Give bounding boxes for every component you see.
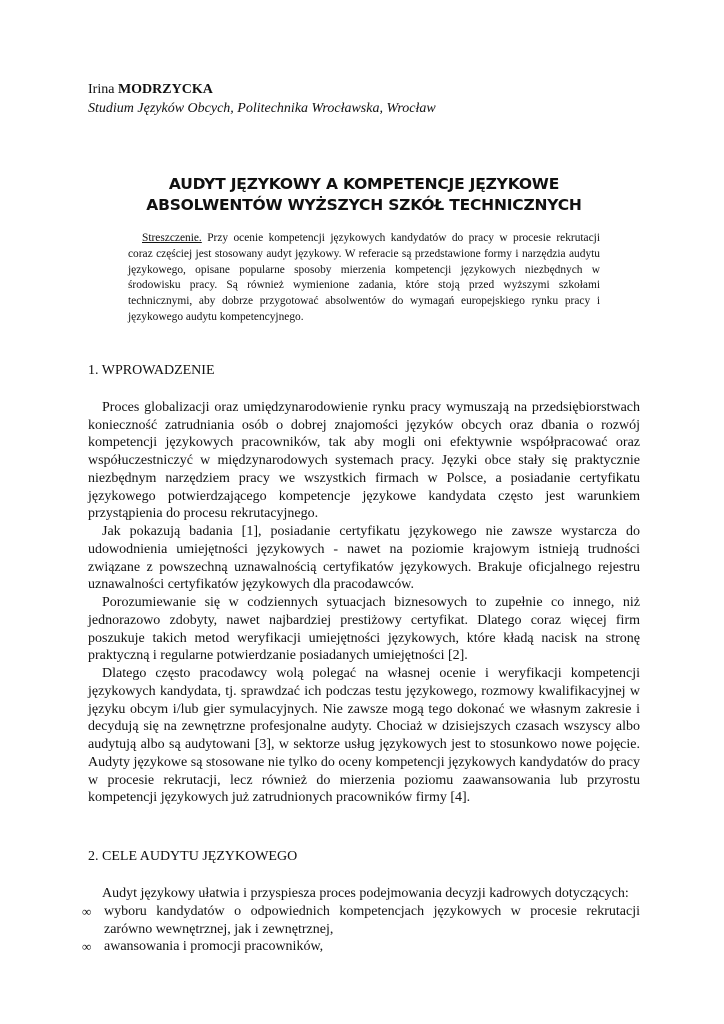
author-first-name: Irina [88,82,115,97]
paragraph: Dlatego często pracodawcy wolą polegać na własnej ocenie i weryfikacji kompetencji językowych kandydata, tj. sprawdzać ich podczas testu językowego, rozmowy kwalifikacyjnej w języku obcym i/lub gier symulacyjnych. Nie zawsze mogą tego dokonać we własnym zakresie i decydują się na zewnętrzne profesjonalne audyty. Chociaż w dzisiejszych czasach wszyscy albo audytują albo są audytowani [3], w sektorze usług językowych jest to stosunkowo nowe pojęcie. Audyty językowe są stosowane nie tylko do oceny kompetencji językowych kandydatów do pracy w procesie rekrutacji, lecz również do mierzenia poziomu zaawansowania lub przyrostu kompetencji językowych już zatrudnionych pracowników firmy [4]. [88,666,640,806]
paragraph: Audyt językowy ułatwia i przyspiesza proces podejmowania decyzji kadrowych dotyczących: [102,886,629,902]
section-heading-2: 2. CELE AUDYTU JĘZYKOWEGO [88,849,298,865]
paragraph: Porozumiewanie się w codziennych sytuacjach biznesowych to zupełnie co innego, niż jednorazowo zdobyty, nawet najbardziej prestiżowy certyfikat. Dlatego coraz więcej firm poszukuje takich metod weryfikacji umiejętności językowych, które kładą nacisk na stronę praktyczną i regularne potwierdzanie posiadanych umiejętności [2]. [88,595,640,664]
list-item-text: wyboru kandydatów o odpowiednich kompetencjach językowych w procesie rekrutacji zarówno wewnętrznej, jak i zewnętrznej, [104,903,640,937]
paragraph: Proces globalizacji oraz umiędzynarodowienie rynku pracy wymuszają na przedsiębiorstwach konieczność zatrudniania osób o dobrej znajomości języków obcych oraz dbania o rozwój kompetencji językowych pracowników, tak aby mogli oni efektywnie współpracować oraz współuczestniczyć w międzynarodowych systemach pracy. Języki obce stały się praktycznie niezbędnym narzędziem pracy we wszystkich firmach w Polsce, a posiadanie certyfikatu językowego potwierdzającego kompetencje językowe kandydata często jest warunkiem przystąpienia do procesu rekrutacyjnego. [88,399,640,522]
title-line-1: AUDYT JĘZYKOWY A KOMPETENCJE JĘZYKOWE [168,175,560,193]
bullet-list [82,903,640,956]
infinity-bullet-icon: ∞ [82,939,92,955]
list-item-text: awansowania i promocji pracowników, [104,939,324,955]
section-body-2 [82,885,640,956]
title-line-2: ABSOLWENTÓW WYŻSZYCH SZKÓŁ TECHNICZNYCH [146,196,582,214]
author-name [88,80,640,99]
paper-title [88,174,640,216]
author-last-name: MODRZYCKA [117,82,213,97]
infinity-bullet-icon: ∞ [82,903,92,919]
section-body-1 [88,399,640,807]
paragraph: Jak pokazują badania [1], posiadanie certyfikatu językowego nie zawsze wystarcza do udowodnienia umiejętności językowych - nawet na poziomie krajowym istnieją trudności związane z powszechną uznawalnością certyfikatów językowych. Brakuje oficjalnego rejestru uznawalności certyfikatów językowych dla pracodawców. [88,524,640,593]
abstract-text: Przy ocenie kompetencji językowych kandydatów do pracy w procesie rekrutacji coraz częściej jest stosowany audyt językowy. W referacie są przedstawione formy i narzędzia audytu językowego, opisane popularne sposoby mierzenia kompetencji językowych niezbędnych w środowisku pracy. Są również wymienione zadania, które stoją przed wyższymi szkołami technicznymi, aby dobrze przygotować absolwentów do wymagań europejskiego rynku pracy i językowego audytu kompetencyjnego. [128,232,600,323]
section-heading-1: 1. WPROWADZENIE [88,362,215,378]
abstract [128,231,600,326]
author-affiliation: Studium Języków Obcych, Politechnika Wrocławska, Wrocław [88,101,436,116]
list-item [82,938,640,956]
list-item [82,903,640,939]
paper-page [82,80,640,956]
abstract-label: Streszczenie. [142,232,202,244]
